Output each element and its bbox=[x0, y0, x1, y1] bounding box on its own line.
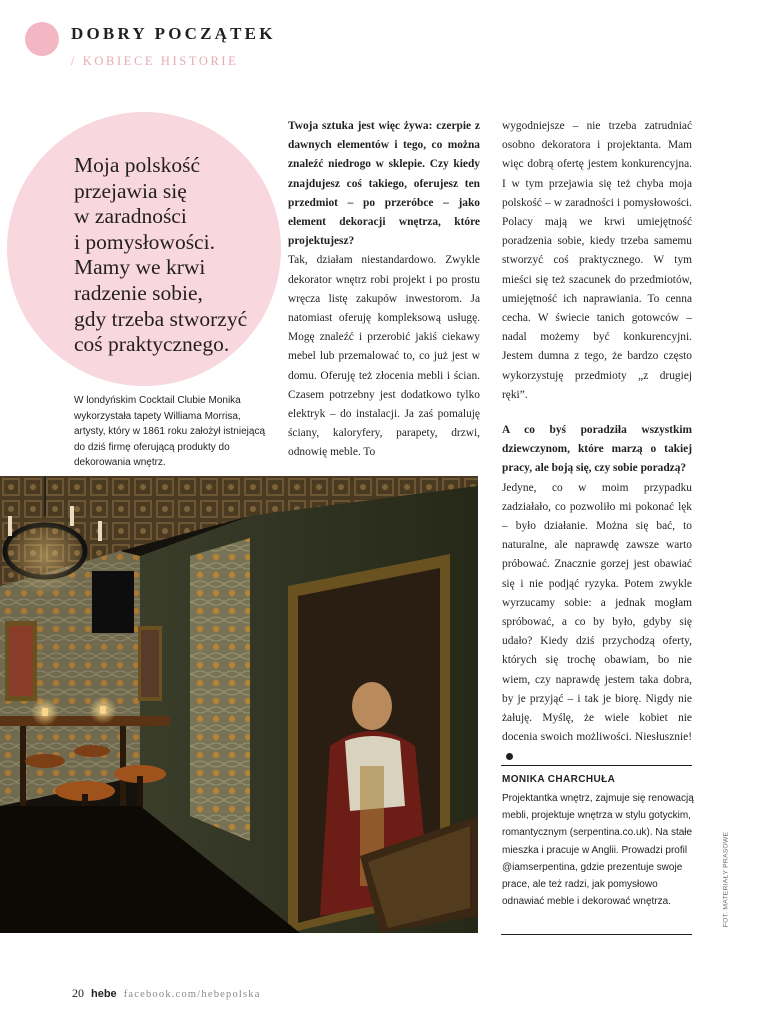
bio-bottom-rule bbox=[501, 934, 692, 935]
pull-quote-line: przejawia się bbox=[74, 178, 187, 203]
interview-question: Twoja sztuka jest więc żywa: czerpie z dawnych elementów i tego, co można znaleźć niedrogo w sklepie. Czy kiedy znajdujesz coś takiego, oferujesz ten przedmiot – po przeróbce – jako element dekoracji wnętrza, które projektujesz? bbox=[288, 120, 480, 248]
pull-quote-line: w zaradności bbox=[74, 204, 187, 229]
pull-quote-line: Moja polskość bbox=[74, 153, 201, 177]
interview-answer: Tak, działam niestandardowo. Zwykle dekorator wnętrz robi projekt i po prostu wręcza listę zakupów inwestorom. Ja natomiast oferuję kompleksową usługę. Mogę znaleźć i przerobić jakiś ciekawy mebel lub przemalować to, co już jest w domu. Oferuję też złocenia mebli i ścian. Czasem potrzebny jest dodatkowo tylko elektryk – do instalacji. Ja zaś pomaluję ściany, kaloryfery, parapety, drzwi, odnowię meble. To bbox=[288, 254, 480, 459]
magazine-logo: hebe bbox=[91, 988, 117, 1000]
pull-quote-line: gdy trzeba stworzyć bbox=[74, 306, 248, 331]
photo-caption: W londyńskim Cocktail Clubie Monika wykorzystała tapety Williama Morrisa, artysty, który w 1861 roku założył istniejącą do dziś firmę oferującą produkty do dekorowania wnętrz. bbox=[74, 395, 266, 469]
bio-top-rule bbox=[501, 765, 692, 766]
page-number: 20 bbox=[72, 986, 84, 1000]
pull-quote-line: Mamy we krwi bbox=[74, 255, 206, 280]
bio-text: Projektantka wnętrz, zajmuje się renowacją mebli, projektuje wnętrza w stylu gotyckim, romantycznym (serpentina.co.uk). Na stałe mieszka i pracuje w Anglii. Prowadzi profil @iamserpentina, gdzie prezentuje swoje prace, ale też radzi, jak pomysłowo odnawiać meble i dekorować wnętrza. bbox=[502, 793, 694, 908]
pull-quote-line: coś praktycznego. bbox=[74, 332, 230, 357]
article-column-1 bbox=[288, 117, 480, 463]
section-title: DOBRY POCZĄTEK bbox=[71, 24, 276, 43]
pull-quote-line: radzenie sobie, bbox=[74, 280, 203, 305]
interview-answer: Jedyne, co w moim przypadku zadziałało, co pozwoliło mi pokonać lęk – było działanie. Można się bać, to naturalne, ale naprawdę zawsze warto próbować. Znacznie gorzej jest obawiać się i nie podjąć ryzyka. Potem zwykle wyrzucamy sobie: a jednak mogłam spróbować, a co by było, gdyby się udało? Kiedy dziś przychodzą oferty, których się trochę obawiam, bo nie wiem, czy naprawdę jestem taka dobra, by je przyjąć – i tak je biorę. Nigdy nie żałuję. Myślę, że wiele kobiet nie docenia swoich możliwości. Niesłusznie! bbox=[502, 481, 692, 744]
interview-answer-wrap bbox=[502, 479, 692, 767]
bio-name: MONIKA CHARCHUŁA bbox=[502, 774, 616, 785]
interview-answer-continued: wygodniejsze – nie trzeba zatrudniać osobno dekoratora i projektanta. Mam więc dobrą ofertę jestem konkurencyjna. I w tym przejawia się też chyba moja polskość – w zaradności i pomysłowości. Polacy mają we krwi umiejętność poradzenia sobie, kiedy trzeba samemu stworzyć coś praktycznego. W tym mieści się też szacunek do przedmiotów, umiejętność ich naprawiania. To cenna cecha. W świecie tanich gotowców – nadal możemy być konkurencyjni. Jestem dumna z tego, że bardzo często wykorzystuję przedmioty „z drugiej ręki”. bbox=[502, 120, 692, 401]
section-marker-dot bbox=[25, 22, 59, 56]
facebook-link[interactable]: facebook.com/hebepolska bbox=[123, 989, 261, 1000]
page-footer bbox=[72, 986, 261, 1001]
end-of-article-dot bbox=[506, 753, 513, 760]
pull-quote-line: i pomysłowości. bbox=[74, 229, 215, 254]
interior-photo bbox=[0, 476, 478, 933]
section-subtitle: / KOBIECE HISTORIE bbox=[71, 54, 239, 68]
photo-credit: FOT. MATERIAŁY PRASOWE bbox=[722, 831, 730, 928]
interview-question: A co byś poradziła wszystkim dziewczynom, które marzą o takiej pracy, ale boją się, czy sobie poradzą? bbox=[502, 424, 692, 475]
article-column-2 bbox=[502, 117, 692, 767]
pull-quote bbox=[74, 153, 274, 358]
